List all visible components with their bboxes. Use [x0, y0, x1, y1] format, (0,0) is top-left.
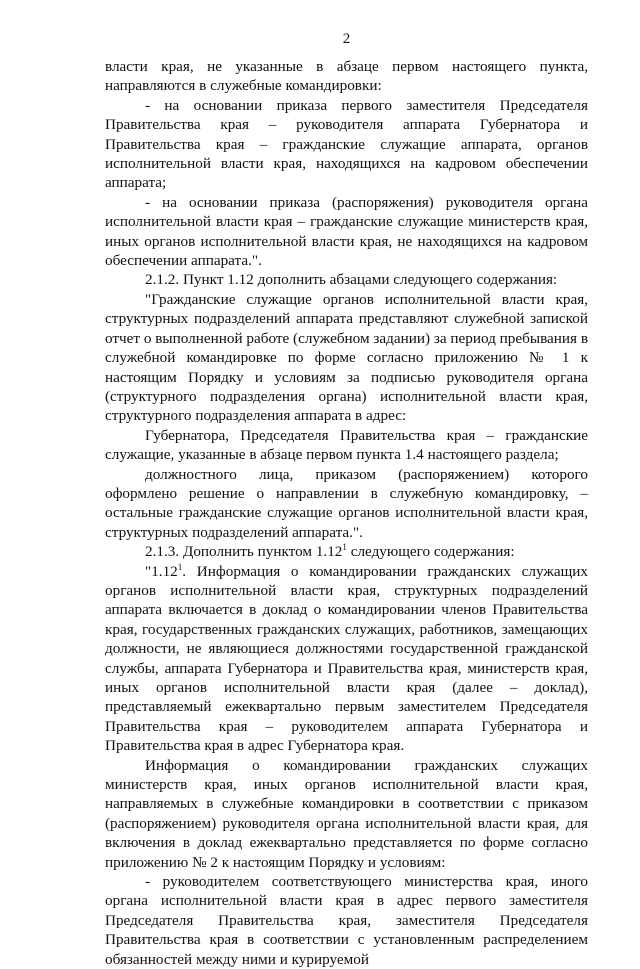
superscript: 1 — [342, 542, 347, 553]
paragraph-11: - руководителем соответствующего министерства края, иного органа исполнительной власти края в адрес первого заместителя Председателя Правительства края, заместителя Председателя Правительства края в соответствии с установленным распределением обязанностей между ними и курируемой — [105, 873, 588, 968]
paragraph-4: 2.1.2. Пункт 1.12 дополнить абзацами следующего содержания: — [145, 271, 558, 289]
paragraph-10: Информация о командировании гражданских служащих министерств края, иных органов исполнительной власти края, направляемых в служебные командировки в соответствии с приказом (распоряжением) руководителя органа исполнительной власти края, для включения в доклад ежеквартально представляется по форме согласно приложению № 2 к настоящим Порядку и условиям: — [105, 756, 588, 871]
page-number: 2 — [342, 31, 351, 47]
paragraph-1: власти края, не указанные в абзаце первом настоящего пункта, направляются в служебные командировки: — [105, 58, 588, 95]
paragraph-9: "1.12$^1$. Информация о командировании гражданских служащих органов исполнительной власти края, структурных подразделений аппарата включается в доклад о командировании членов Правительства края, государственных гражданских служащих, работников, замещающих должности, не являющиеся должностями государственной гражданской службы, аппарата Губернатора и Правительства края, министерств края, иных органов исполнительной власти края (далее – доклад), представляемый ежеквартально первым заместителем Председателя Правительства края – руководителем аппарата Губернатора и Правительства края в адрес Губернатора края. — [105, 561, 588, 755]
paragraph-8: 2.1.3. Дополнить пунктом 1.12$^1$ следующего содержания: — [145, 542, 515, 561]
paragraph-2: - на основании приказа первого заместителя Председателя Правительства края – руководителя аппарата Губернатора и Правительства края – гражданские служащие аппарата, органов исполнительной власти края, находящихся на кадровом обеспечении аппарата; — [105, 96, 588, 192]
paragraph-5: "Гражданские служащие органов исполнительной власти края, структурных подразделений аппарата представляют служебной запиской отчет о выполненной работе (служебном задании) за период пребывания в служебной командировке по форме согласно приложению № 1 к настоящим Порядку и условиям за подписью руководителя органа (структурного подразделения органа) исполнительной власти края, структурного подразделения аппарата в адрес: — [105, 290, 588, 425]
paragraph-6: Губернатора, Председателя Правительства края – гражданские служащие, указанные в абзаце первом пункта 1.4 настоящего раздела; — [105, 426, 588, 464]
paragraph-7: должностного лица, приказом (распоряжением) которого оформлено решение о направлении в служебную командировку, – остальные гражданские служащие органов исполнительной власти края, структурных подразделений аппарата.". — [105, 465, 588, 541]
superscript: 1 — [177, 561, 183, 572]
paragraph-3: - на основании приказа (распоряжения) руководителя органа исполнительной власти края – гражданские служащие министерств края, иных органов исполнительной власти края, не находящихся на кадровом обеспечении аппарата.". — [105, 193, 588, 270]
